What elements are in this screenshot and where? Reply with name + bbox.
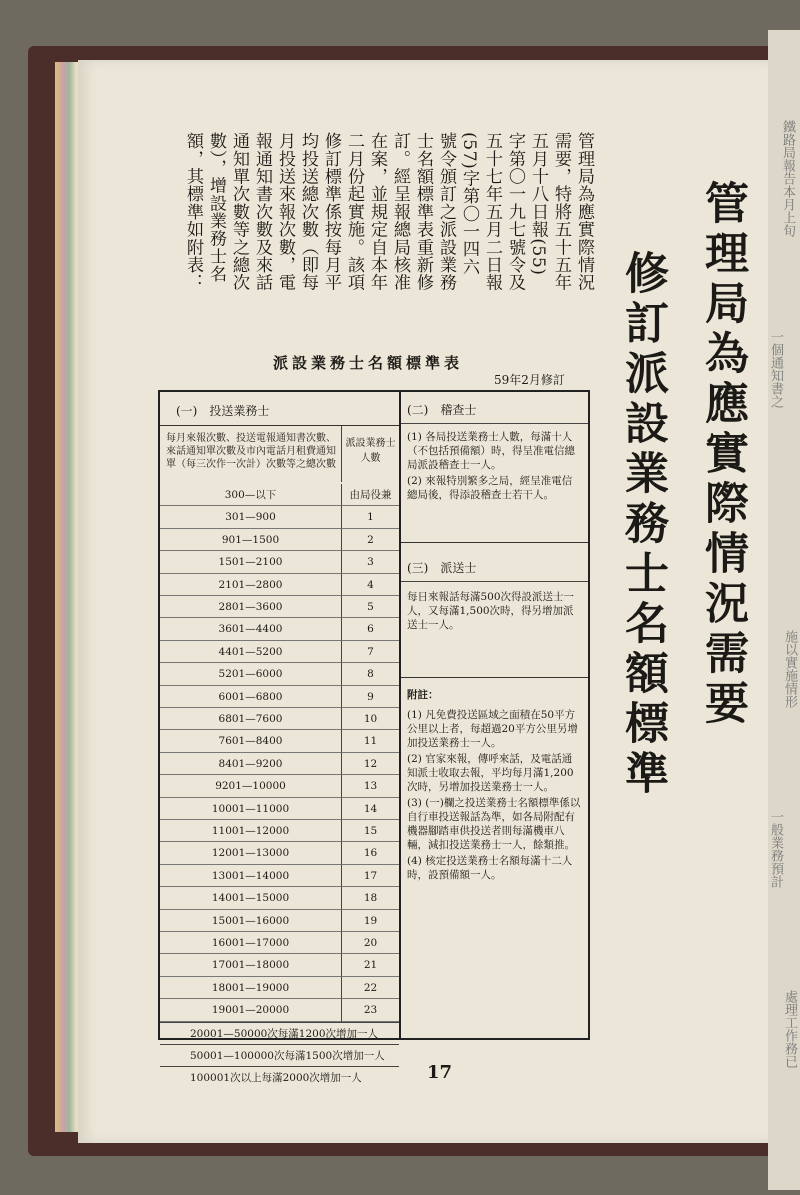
count-cell: 17 — [342, 865, 399, 887]
count-cell: 16 — [342, 842, 399, 864]
count-cell: 21 — [342, 954, 399, 976]
divider — [401, 677, 588, 678]
table-row — [160, 484, 399, 506]
wide-row: 100001次以上每滿2000次增加一人 — [160, 1066, 399, 1088]
count-cell: 18 — [342, 887, 399, 909]
count-cell: 由局役兼 — [342, 484, 399, 506]
list-item: (2) 來報特別繁多之局，經呈准電信總局後，得添設稽查士若干人。 — [407, 475, 573, 501]
range-cell: 10001—11000 — [160, 798, 342, 820]
range-cell: 13001—14000 — [160, 865, 342, 887]
range-cell: 7601—8400 — [160, 730, 342, 752]
table-date: 59年2月修訂 — [494, 373, 565, 387]
count-cell: 8 — [342, 663, 399, 685]
count-cell: 10 — [342, 708, 399, 730]
range-cell: 300—以下 — [160, 484, 342, 506]
left-column — [160, 392, 401, 1084]
range-cell: 12001—13000 — [160, 842, 342, 864]
section-3-text: 每日來報話每滿500次得設派送士一人，又每滿1,500次時，得另增加派送士一人。 — [407, 591, 575, 631]
count-cell: 3 — [342, 551, 399, 573]
table-row — [160, 932, 399, 954]
range-cell: 901—1500 — [160, 529, 342, 551]
range-cell: 19001—20000 — [160, 999, 342, 1021]
next-page-fragment: 處理工作務已 — [782, 990, 797, 1068]
staff-count-header: 派設業務士人數 — [345, 438, 396, 464]
list-item: (1) 凡免費投送區域之面積在50平方公里以上者，每超過20平方公里另增加投送業務士一人。 — [407, 709, 578, 749]
range-cell: 2801—3600 — [160, 596, 342, 618]
table-row — [160, 842, 399, 864]
count-cell: 4 — [342, 574, 399, 596]
range-cell: 15001—16000 — [160, 910, 342, 932]
range-cell: 1501—2100 — [160, 551, 342, 573]
count-cell: 5 — [342, 596, 399, 618]
table-title: 派設業務士名額標準表 — [273, 354, 464, 372]
next-page-fragment: 施以實施情形 — [782, 630, 797, 708]
table-row — [160, 708, 399, 730]
table-row — [160, 977, 399, 999]
table-row — [160, 775, 399, 797]
range-cell: 11001—12000 — [160, 820, 342, 842]
table-row — [160, 865, 399, 887]
table-row — [160, 551, 399, 573]
count-cell: 1 — [342, 506, 399, 528]
next-page-fragment: 一般業務預計 — [768, 810, 783, 888]
table-row — [160, 529, 399, 551]
table-row — [160, 753, 399, 775]
table-row — [160, 641, 399, 663]
headline-line-2: 修訂派設業務士名額標準 — [617, 250, 668, 800]
table-row — [160, 820, 399, 842]
range-cell: 4401—5200 — [160, 641, 342, 663]
count-cell: 12 — [342, 753, 399, 775]
divider — [401, 542, 588, 543]
table-row — [160, 999, 399, 1021]
range-cell: 6801—7600 — [160, 708, 342, 730]
range-cell: 14001—15000 — [160, 887, 342, 909]
range-cell: 9201—10000 — [160, 775, 342, 797]
table-row — [160, 596, 399, 618]
count-cell: 22 — [342, 977, 399, 999]
quota-table — [158, 390, 590, 1084]
range-cell: 8401—9200 — [160, 753, 342, 775]
count-cell: 11 — [342, 730, 399, 752]
range-cell: 18001—19000 — [160, 977, 342, 999]
count-cell: 6 — [342, 618, 399, 640]
wide-row: 50001—100000次每滿1500次增加一人 — [160, 1044, 399, 1066]
list-item: (1) 各局投送業務士人數，每滿十人（不包括預備額）時，得呈准電信總局派設稽查士一人。 — [407, 431, 575, 471]
list-item: (3) (一)欄之投送業務士名額標準係以自行車投送報話為準，如各局附配有機器腳踏車供投送者則每滿機車八輛，減扣投送業務士一人，餘類推。 — [407, 797, 581, 851]
count-cell: 20 — [342, 932, 399, 954]
count-cell: 23 — [342, 999, 399, 1021]
adjacent-page — [768, 30, 800, 1190]
section-1-heading: (一) 投送業務士 — [160, 392, 399, 426]
range-cell: 2101—2800 — [160, 574, 342, 596]
notes-list — [401, 708, 588, 884]
table-row — [160, 910, 399, 932]
count-cell: 19 — [342, 910, 399, 932]
table-row — [160, 574, 399, 596]
range-cell: 3601—4400 — [160, 618, 342, 640]
table-row — [160, 730, 399, 752]
count-cell: 14 — [342, 798, 399, 820]
table-row — [160, 954, 399, 976]
wide-row: 20001—50000次每滿1200次增加一人 — [160, 1022, 399, 1044]
count-cell: 9 — [342, 686, 399, 708]
list-item: (4) 核定投送業務士名額每滿十二人時，設預備額一人。 — [407, 855, 573, 881]
section-3-heading: (三) 派送士 — [401, 550, 588, 582]
table-row — [160, 663, 399, 685]
count-cell: 15 — [342, 820, 399, 842]
section-2-items — [401, 430, 588, 504]
range-cell: 301—900 — [160, 506, 342, 528]
count-cell: 13 — [342, 775, 399, 797]
range-cell: 16001—17000 — [160, 932, 342, 954]
page-number: 17 — [427, 1062, 453, 1083]
table-row — [160, 686, 399, 708]
range-cell: 6001—6800 — [160, 686, 342, 708]
article-body: 管理局為應實際情況需要，特將五十五年五月十八日報(55)字第〇一九七號令及五十七年五月二日報(57)字第〇一四六號令頒訂之派設業務士名額標準表重新修訂。經呈報總局核准在案，並規定自本年二月份起實施。該項修訂標準係按每月平均投送總次數（即每月投送來報次數，電報通知書次數及來話通知單次數等之總次數），增設業務士名額，其標準如附表： — [183, 132, 594, 292]
count-cell: 7 — [342, 641, 399, 663]
table-row — [160, 506, 399, 528]
count-basis-note: 每月來報次數、投送電報通知書次數、來話通知單次數及市內電話月租費通知單（每三次作一次計）次數等之總次數 — [160, 426, 342, 482]
table-row — [160, 618, 399, 640]
count-cell: 2 — [342, 529, 399, 551]
right-column — [401, 392, 588, 1038]
next-page-fragment: 鐵路局報告本月上旬 — [780, 120, 795, 237]
table-row — [160, 887, 399, 909]
notes-heading: 附註： — [407, 689, 439, 701]
headline-line-1: 管理局為應實際情況需要 — [697, 180, 748, 730]
list-item: (2) 官家來報，傳呼來話，及電話通知派士收取去報，平均每月滿1,200次時，另增加投送業務士一人。 — [407, 753, 574, 793]
next-page-fragment: 一個通知書之 — [768, 330, 783, 408]
range-cell: 5201—6000 — [160, 663, 342, 685]
table-row — [160, 798, 399, 820]
section-2-heading: (二) 稽查士 — [401, 392, 588, 424]
range-cell: 17001—18000 — [160, 954, 342, 976]
